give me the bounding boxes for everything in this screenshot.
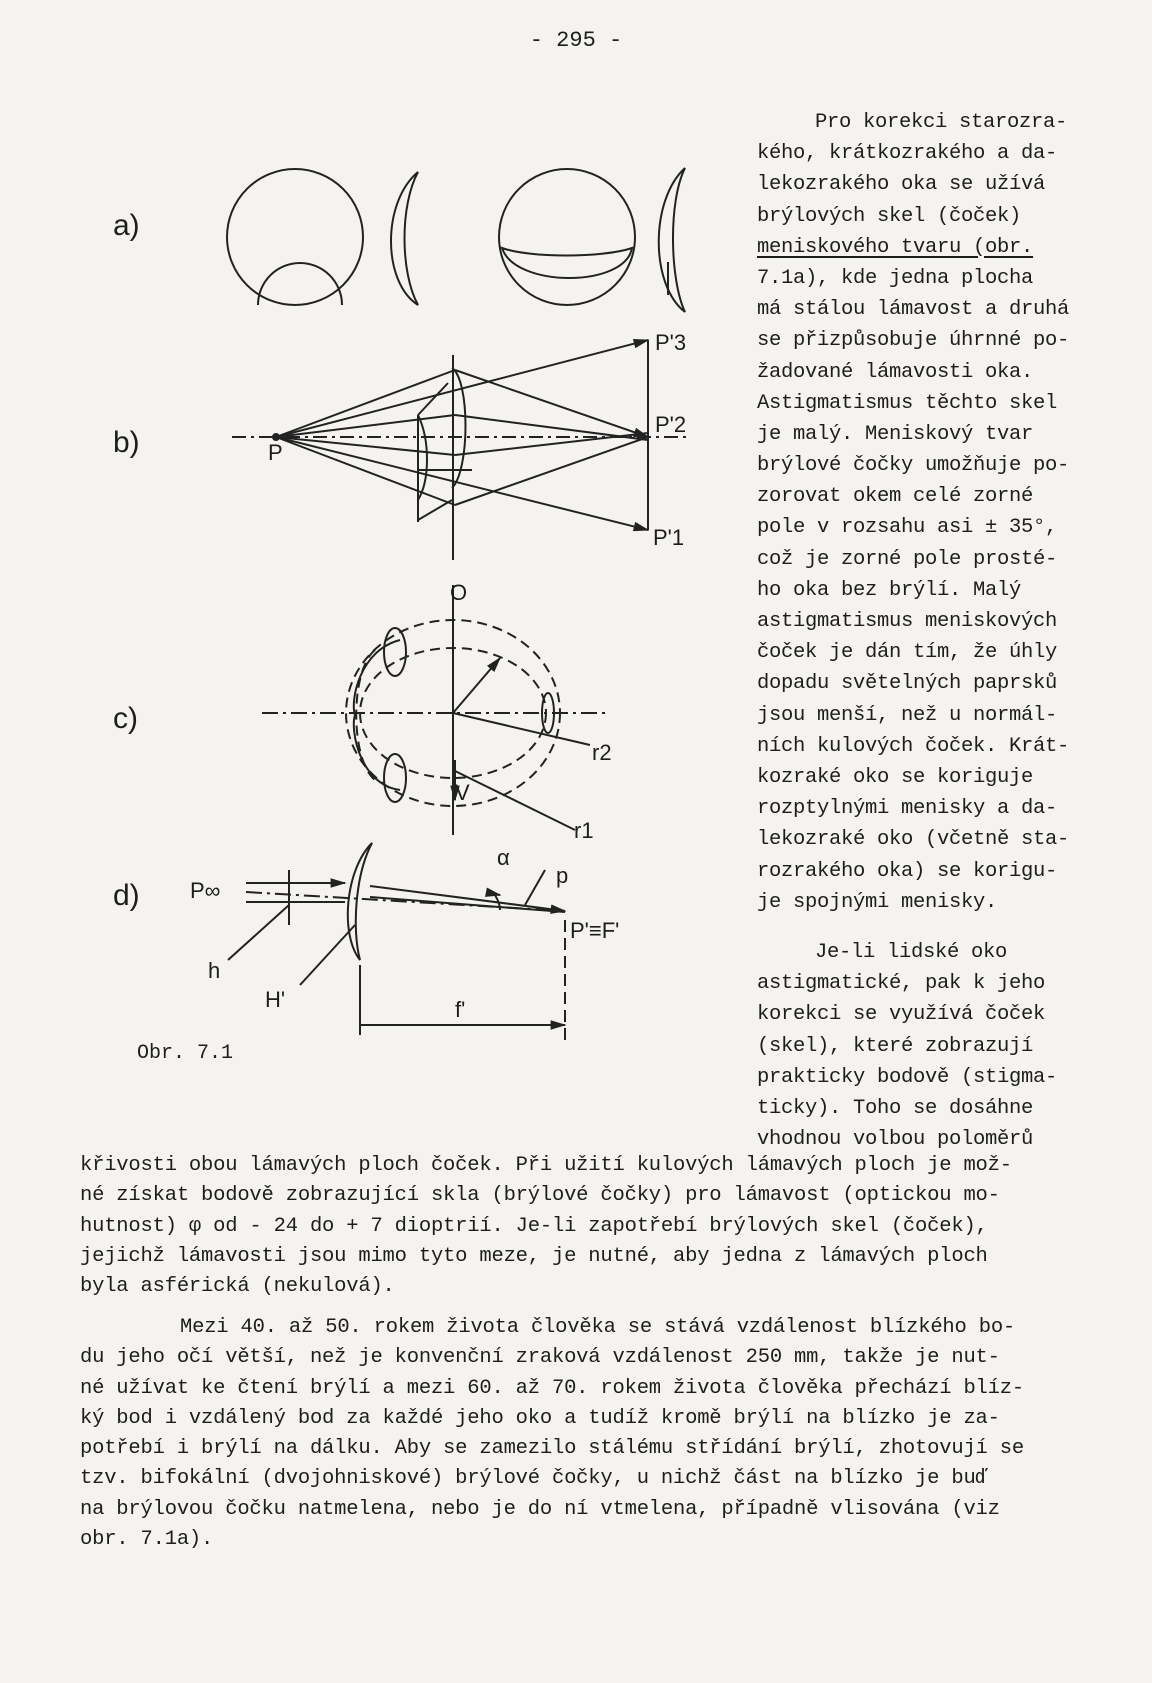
text-line: má stálou lámavost a druhá [757, 298, 1070, 322]
text-line: Pro korekci starozra- [815, 111, 1068, 134]
text-line: pole v rozsahu asi ± 35°, [757, 516, 1058, 540]
text-line: né získat bodově zobrazující skla (brýlové čočky) pro lámavost (optickou mo- [80, 1184, 1000, 1208]
text-line: lekozrakého oka se užívá [757, 173, 1046, 197]
text-line: je spojnými menisky. [757, 890, 998, 914]
full-width-para2-continuation [80, 1151, 1080, 1302]
label-H: H' [265, 987, 286, 1012]
text-line: (skel), které zobrazují [757, 1034, 1034, 1058]
text-line: je malý. Meniskový tvar [757, 422, 1034, 446]
full-width-para3 [80, 1313, 1080, 1555]
panel-label-c: c) [113, 702, 138, 735]
text-line: brýlových skel (čoček) [757, 204, 1022, 228]
label-O: O [450, 580, 468, 605]
text-line: Je-li lidské oko [815, 941, 1008, 964]
panel-label-b: b) [113, 426, 140, 459]
text-line: čoček je dán tím, že úhly [757, 641, 1058, 665]
text-line: prakticky bodově (stigma- [757, 1065, 1058, 1089]
text-line: se přizpůsobuje úhrnné po- [757, 329, 1070, 353]
text-line: obr. 7.1a). [80, 1528, 214, 1552]
text-line: což je zorné pole prosté- [757, 547, 1058, 571]
text-line: né užívat ke čtení brýlí a mezi 60. až 70. rokem života člověka přechází blíz- [80, 1376, 1024, 1400]
text-line: du jeho očí větší, než je konvenční zraková vzdálenost 250 mm, takže je nut- [80, 1346, 1000, 1370]
text-line: vhodnou volbou poloměrů [757, 1128, 1034, 1152]
panel-label-a: a) [113, 209, 140, 242]
text-line: na brýlovou čočku natmelena, nebo je do ní vtmelena, případně vlisována (viz [80, 1497, 1000, 1521]
label-P2: P'2 [655, 412, 687, 437]
text-line: potřebí i brýlí na dálku. Aby se zamezilo stálému střídání brýlí, zhotovují se [80, 1437, 1024, 1461]
label-P: P [268, 440, 283, 465]
panel-c-lens-rings [262, 585, 606, 835]
label-P1: P'1 [653, 525, 685, 550]
label-r2: r2 [592, 740, 612, 765]
text-line: korekci se využívá čoček [757, 1003, 1046, 1027]
text-line: zorovat okem celé zorné [757, 485, 1034, 509]
text-line: Astigmatismus těchto skel [757, 391, 1058, 415]
text-line: 7.1a), kde jedna plocha [757, 266, 1034, 290]
text-line: dopadu světelných paprsků [757, 672, 1058, 696]
label-p: p [556, 863, 569, 888]
text-line: ho oka bez brýlí. Malý [757, 578, 1022, 602]
label-alpha: α [497, 845, 510, 870]
label-Pinf: P∞ [190, 878, 221, 903]
label-V: V [455, 780, 470, 805]
text-line: ticky). Toho se dosáhne [757, 1096, 1034, 1120]
figure-caption: Obr. 7.1 [137, 1042, 234, 1065]
text-line: byla asférická (nekulová). [80, 1275, 395, 1299]
text-line: hutnost) φ od - 24 do + 7 dioptrií. Je-li zapotřebí brýlových skel (čoček), [80, 1214, 988, 1238]
label-r1: r1 [574, 818, 594, 843]
text-line: ních kulových čoček. Krát- [757, 734, 1070, 758]
text-line: jsou menší, než u normál- [757, 703, 1058, 727]
text-line: ký bod i vzdálený bod za každé jeho oko a tudíž kromě brýlí na blízko je za- [80, 1406, 1000, 1430]
text-line: jejichž lámavosti jsou mimo tyto meze, je nutné, aby jedna z lámavých ploch [80, 1244, 988, 1268]
label-h: h [208, 958, 221, 983]
right-column-para2 [757, 937, 1142, 1155]
label-PF: P'≡F' [570, 918, 620, 943]
text-line: kozraké oko se koriguje [757, 765, 1034, 789]
text-line: kého, krátkozrakého a da- [757, 142, 1058, 166]
text-line: astigmatismus meniskových [757, 610, 1058, 633]
text-line: tzv. bifokální (dvojohniskové) brýlové čočky, u nichž část na blízko je buď [80, 1467, 988, 1491]
page-number: - 295 - [529, 28, 623, 53]
text-line: astigmatické, pak k jeho [757, 972, 1046, 996]
panel-a-lenses [227, 168, 685, 312]
text-line: Mezi 40. až 50. rokem života člověka se stává vzdálenost blízkého bo- [180, 1316, 1016, 1339]
text-line: lekozraké oko (včetně sta- [757, 828, 1070, 852]
text-line: žadované lámavosti oka. [757, 360, 1034, 384]
text-line: brýlové čočky umožňuje po- [757, 454, 1070, 478]
text-line: křivosti obou lámavých ploch čoček. Při užití kulových lámavých ploch je mož- [80, 1154, 1012, 1177]
panel-label-d: d) [113, 879, 140, 912]
text-line: rozptylnými menisky a da- [757, 797, 1058, 821]
label-P3: P'3 [655, 330, 687, 355]
text-line-underlined: meniskového tvaru (obr. [757, 235, 1034, 259]
right-column-para1 [757, 107, 1142, 918]
panel-b-rays [232, 340, 690, 560]
label-f: f' [455, 997, 466, 1022]
text-line: rozrakého oka) se korigu- [757, 859, 1058, 883]
